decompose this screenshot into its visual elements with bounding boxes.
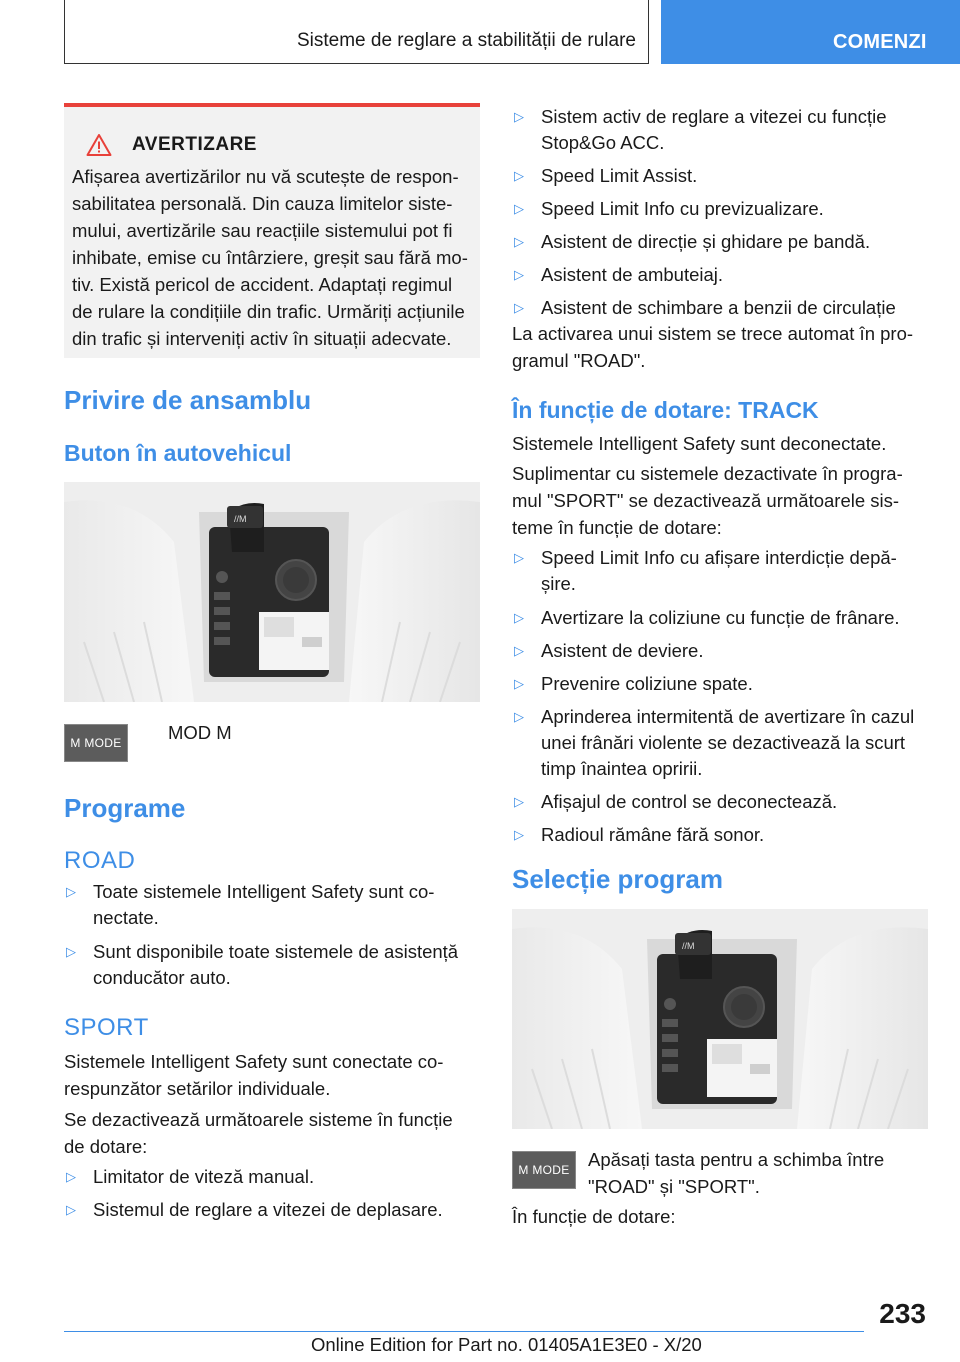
list-item: ▷ Asistent de schimbare a benzii de circulație — [512, 295, 928, 321]
svg-text://M: //M — [234, 514, 247, 524]
console-photo — [64, 482, 480, 702]
bullet-triangle-icon: ▷ — [514, 234, 524, 249]
track-heading: În funcție de dotare: TRACK — [512, 397, 819, 423]
sport-description: Sistemele Intelligent Safety sunt conectate co- respunzător setărilor individuale. — [64, 1051, 444, 1099]
list-item: ▷ Avertizare la coliziune cu funcție de frânare. — [512, 605, 928, 631]
button-heading: Buton în autovehicul — [64, 440, 292, 466]
warning-text: Afișarea avertizărilor nu vă scutește de respon- sabilitatea personală. Din cauza limitelor siste- mului, avertizările sau reacțiile sistemului pot fi inhibate, emise cu întârziere, greșit sau fără mo- tiv. Există pericol de accident. Adaptați regimul de rulare la condițiile din trafic. Urmăriți acțiunile din trafic și interveniți activ în situații adecvate. — [72, 166, 468, 349]
sport-heading: SPORT — [64, 1014, 149, 1041]
list-item: ▷ Speed Limit Assist. — [512, 163, 928, 189]
footer-divider — [64, 1331, 864, 1332]
bullet-triangle-icon: ▷ — [514, 827, 524, 842]
list-item: ▷ Sistemul de reglare a vitezei de deplasare. — [64, 1197, 480, 1223]
sport-disabled-intro: Se dezactivează următoarele sisteme în funcție de dotare: — [64, 1109, 453, 1157]
road-bullet-list — [64, 879, 480, 991]
bullet-triangle-icon: ▷ — [514, 550, 524, 565]
list-item: ▷ Prevenire coliziune spate. — [512, 671, 928, 697]
bullet-triangle-icon: ▷ — [514, 168, 524, 183]
m-mode-button-2[interactable] — [512, 1151, 576, 1189]
sport-bullet-list — [64, 1164, 480, 1223]
chapter-title: Sisteme de reglare a stabilității de rulare — [296, 30, 636, 51]
programs-heading: Programe — [64, 793, 186, 823]
bullet-triangle-icon: ▷ — [514, 109, 524, 124]
track-description: Sistemele Intelligent Safety sunt deconectate. — [512, 433, 887, 454]
bullet-triangle-icon: ▷ — [66, 1202, 76, 1217]
bullet-triangle-icon: ▷ — [514, 610, 524, 625]
mode-caption: MOD M — [168, 722, 232, 743]
list-item: ▷ Sistem activ de reglare a vitezei cu funcție Stop&Go ACC. — [514, 106, 887, 153]
console-illustration — [512, 909, 928, 1129]
bullet-triangle-icon: ▷ — [514, 300, 524, 315]
road-systems-list — [512, 104, 928, 321]
list-item: ▷ Speed Limit Info cu afișare interdicție depă- șire. — [514, 547, 897, 594]
warning-triangle-icon — [86, 133, 112, 157]
warning-title: AVERTIZARE — [132, 134, 257, 155]
bullet-triangle-icon: ▷ — [66, 1169, 76, 1184]
bullet-triangle-icon: ▷ — [514, 201, 524, 216]
console-photo-2 — [512, 909, 928, 1129]
warning-box — [64, 103, 480, 358]
list-item: ▷ Sunt disponibile toate sistemele de asistență conducător auto. — [66, 941, 459, 988]
road-switch-note: La activarea unui sistem se trece automat în pro- gramul "ROAD". — [512, 323, 914, 371]
list-item: ▷ Asistent de ambuteiaj. — [512, 262, 928, 288]
selection-heading: Selecție program — [512, 864, 723, 894]
list-item: ▷ Asistent de deviere. — [512, 638, 928, 664]
bullet-triangle-icon: ▷ — [514, 794, 524, 809]
press-instruction: Apăsați tasta pentru a schimba între "ROAD" și "SPORT". — [588, 1149, 885, 1197]
list-item: ▷ Speed Limit Info cu previzualizare. — [512, 196, 928, 222]
list-item: ▷ Toate sistemele Intelligent Safety sunt co- nectate. — [66, 881, 435, 928]
list-item: ▷ Radioul rămâne fără sonor. — [512, 822, 928, 848]
section-tab-label[interactable]: COMENZI — [833, 31, 927, 53]
footer-edition: Online Edition for Part no. 01405A1E3E0 - X/20 — [311, 1334, 702, 1355]
bullet-triangle-icon: ▷ — [514, 676, 524, 691]
list-item: ▷ Aprinderea intermitentă de avertizare în cazul unei frânări violente se dezactivează la scurt timp înaintea opririi. — [514, 706, 915, 779]
list-item: ▷ Limitator de viteză manual. — [64, 1164, 480, 1190]
console-illustration — [64, 482, 480, 702]
bullet-triangle-icon: ▷ — [66, 884, 76, 899]
road-heading: ROAD — [64, 847, 136, 874]
bullet-triangle-icon: ▷ — [514, 709, 524, 724]
list-item: ▷ Afișajul de control se deconectează. — [512, 789, 928, 815]
bullet-triangle-icon: ▷ — [514, 643, 524, 658]
page-number: 233 — [879, 1298, 926, 1329]
svg-text://M: //M — [682, 941, 695, 951]
list-item: ▷ Asistent de direcție și ghidare pe bandă. — [512, 229, 928, 255]
m-mode-button-label: M MODE — [70, 736, 122, 750]
m-mode-button[interactable] — [64, 724, 128, 762]
bullet-triangle-icon: ▷ — [66, 944, 76, 959]
equipment-note: În funcție de dotare: — [512, 1206, 676, 1227]
m-mode-button-label: M MODE — [518, 1163, 570, 1177]
track-disabled-intro: Suplimentar cu sistemele dezactivate în progra- mul "SPORT" se dezactivează următoarele sis- teme în funcție de dotare: — [512, 463, 903, 538]
bullet-triangle-icon: ▷ — [514, 267, 524, 282]
overview-heading: Privire de ansamblu — [64, 385, 312, 415]
track-bullet-list — [512, 545, 928, 848]
